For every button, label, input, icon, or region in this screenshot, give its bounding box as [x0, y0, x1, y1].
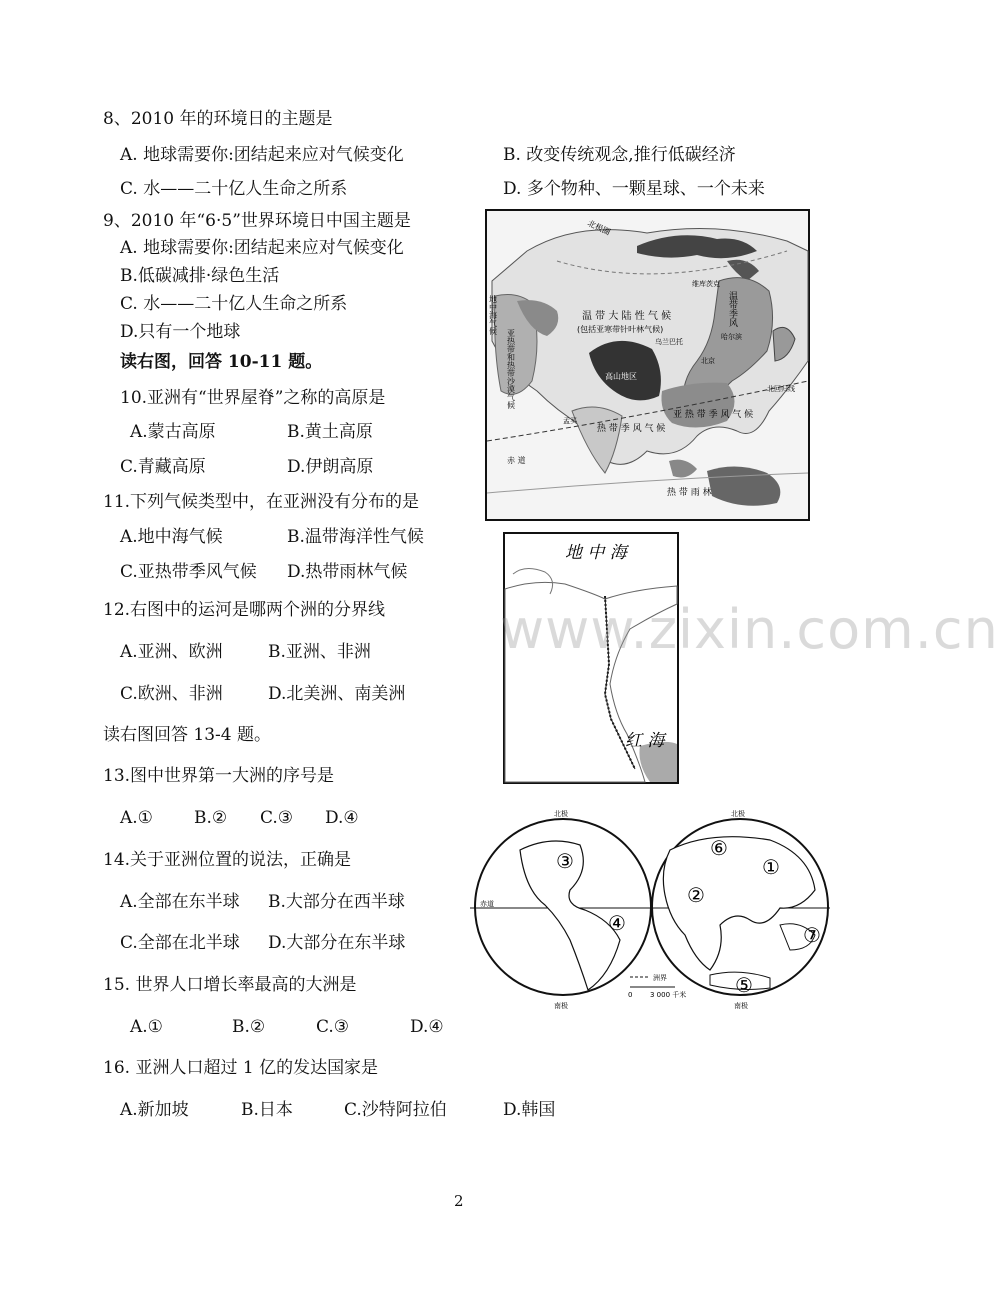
q8-stem: 8、2010 年的环境日的主题是 — [103, 109, 333, 129]
asia-map-label-3: 地中海气候 — [488, 295, 498, 335]
q9-option-a: A. 地球需要你:团结起来应对气候变化 — [120, 238, 404, 258]
q14-option-b: B.大部分在西半球 — [268, 892, 405, 912]
suez-map-top-label: 地 中 海 — [565, 543, 627, 563]
asia-map-label-12: 亚 热 带 季 风 气 候 — [673, 410, 754, 420]
q14-option-d: D.大部分在东半球 — [268, 933, 406, 953]
q14-stem: 14.关于亚洲位置的说法，正确是 — [103, 850, 352, 870]
q10-option-a: A.蒙古高原 — [130, 422, 216, 442]
q13-option-b: B.② — [194, 808, 228, 828]
asia-map-label-9: 北京 — [701, 357, 715, 365]
suez-map-bottom-label: 红 海 — [625, 731, 665, 751]
q12-option-a: A.亚洲、欧洲 — [120, 642, 223, 662]
q16-option-c: C.沙特阿拉伯 — [344, 1100, 447, 1120]
asia-map-label-4: 亚热带和热带沙漠气候 — [506, 329, 516, 409]
world-map-marker-2: ② — [687, 883, 705, 907]
q11-option-a: A.地中海气候 — [120, 527, 223, 547]
world-map-north-pole-2: 北极 — [731, 810, 745, 818]
q10-option-c: C.青藏高原 — [120, 457, 206, 477]
asia-map-label-6: (包括亚寒带针叶林气候) — [577, 325, 664, 334]
q15-option-a: A.① — [130, 1017, 163, 1037]
world-map-south-pole-1: 南极 — [554, 1002, 568, 1010]
asia-map-label-2: 维库茨克 — [692, 280, 720, 288]
q14-option-a: A.全部在东半球 — [120, 892, 240, 912]
q14-option-c: C.全部在北半球 — [120, 933, 240, 953]
world-map-marker-3: ③ — [556, 849, 574, 873]
q11-option-d: D.热带雨林气候 — [287, 562, 408, 582]
world-map-marker-7: ⑦ — [803, 923, 821, 947]
asia-map-label-15: 赤 道 — [507, 456, 526, 465]
world-hemispheres-map — [470, 810, 830, 1010]
asia-map-label-10: 哈尔滨 — [721, 333, 742, 341]
q11-option-c: C.亚热带季风气候 — [120, 562, 257, 582]
q11-stem: 11.下列气候类型中，在亚洲没有分布的是 — [103, 492, 420, 512]
world-map-scale-legend: 洲界 — [653, 974, 667, 982]
world-map-scale-distance: 3 000 千米 — [650, 991, 687, 999]
q15-option-d: D.④ — [410, 1017, 444, 1037]
q15-stem: 15. 世界人口增长率最高的大洲是 — [103, 975, 357, 995]
q15-option-c: C.③ — [316, 1017, 350, 1037]
q10-option-b: B.黄土高原 — [287, 422, 373, 442]
asia-map-label-14: 北回归线 — [767, 385, 795, 393]
world-map-marker-6: ⑥ — [710, 836, 728, 860]
q12-option-d: D.北美洲、南美洲 — [268, 684, 406, 704]
world-map-south-pole-2: 南极 — [734, 1002, 748, 1010]
q10-option-d: D.伊朗高原 — [287, 457, 374, 477]
q15-option-b: B.② — [232, 1017, 266, 1037]
q8-option-a: A. 地球需要你:团结起来应对气候变化 — [120, 145, 404, 165]
asia-map-label-11: 温带季风 — [727, 291, 737, 327]
asia-map-label-7: 乌兰巴托 — [655, 338, 683, 346]
world-map-scale-zero: 0 — [628, 991, 633, 999]
page-number: 2 — [454, 1192, 464, 1210]
q16-option-a: A.新加坡 — [120, 1100, 189, 1120]
q9-stem: 9、2010 年“6·5”世界环境日中国主题是 — [103, 211, 411, 231]
q16-stem: 16. 亚洲人口超过 1 亿的发达国家是 — [103, 1058, 379, 1078]
asia-map-label-8: 高山地区 — [605, 372, 637, 381]
world-map-marker-4: ④ — [608, 911, 626, 935]
q9-option-c: C. 水——二十亿人生命之所系 — [120, 294, 348, 314]
q12-option-b: B.亚洲、非洲 — [268, 642, 371, 662]
world-map-marker-1: ① — [762, 855, 780, 879]
q8-option-c: C. 水——二十亿人生命之所系 — [120, 179, 348, 199]
asia-map-label-17: 孟买 — [563, 417, 577, 425]
q9-option-d: D.只有一个地球 — [120, 322, 241, 342]
world-map-north-pole-1: 北极 — [554, 810, 568, 818]
asia-map-label-16: 热 带 雨 林 — [667, 488, 712, 498]
asia-climate-map — [485, 209, 810, 521]
asia-map-label-1: 北极圈 — [586, 218, 612, 237]
q13-stem: 13.图中世界第一大洲的序号是 — [103, 766, 335, 786]
q10-stem: 10.亚洲有“世界屋脊”之称的高原是 — [120, 388, 386, 408]
q13-option-c: C.③ — [260, 808, 294, 828]
asia-map-label-5: 温 带 大 陆 性 气 候 — [582, 311, 672, 322]
q16-option-d: D.韩国 — [503, 1100, 556, 1120]
read-instruction-13-14: 读右图回答 13-4 题。 — [103, 725, 271, 745]
q13-option-d: D.④ — [325, 808, 359, 828]
q12-option-c: C.欧洲、非洲 — [120, 684, 223, 704]
read-instruction-10-11: 读右图，回答 10-11 题。 — [120, 352, 323, 372]
world-map-marker-5: ⑤ — [735, 973, 753, 997]
q13-option-a: A.① — [120, 808, 153, 828]
watermark: www.zixin.com.cn — [500, 598, 999, 661]
asia-climate-map-svg — [487, 211, 808, 519]
q8-option-b: B. 改变传统观念,推行低碳经济 — [503, 145, 736, 165]
q16-option-b: B.日本 — [241, 1100, 293, 1120]
asia-map-label-13: 热 带 季 风 气 候 — [597, 424, 666, 434]
q8-option-d: D. 多个物种、一颗星球、一个未来 — [503, 179, 765, 199]
q11-option-b: B.温带海洋性气候 — [287, 527, 424, 547]
q9-option-b: B.低碳减排·绿色生活 — [120, 266, 280, 286]
q12-stem: 12.右图中的运河是哪两个洲的分界线 — [103, 600, 386, 620]
world-map-equator-label: 赤道 — [480, 900, 494, 908]
world-hemispheres-svg — [470, 810, 830, 1010]
